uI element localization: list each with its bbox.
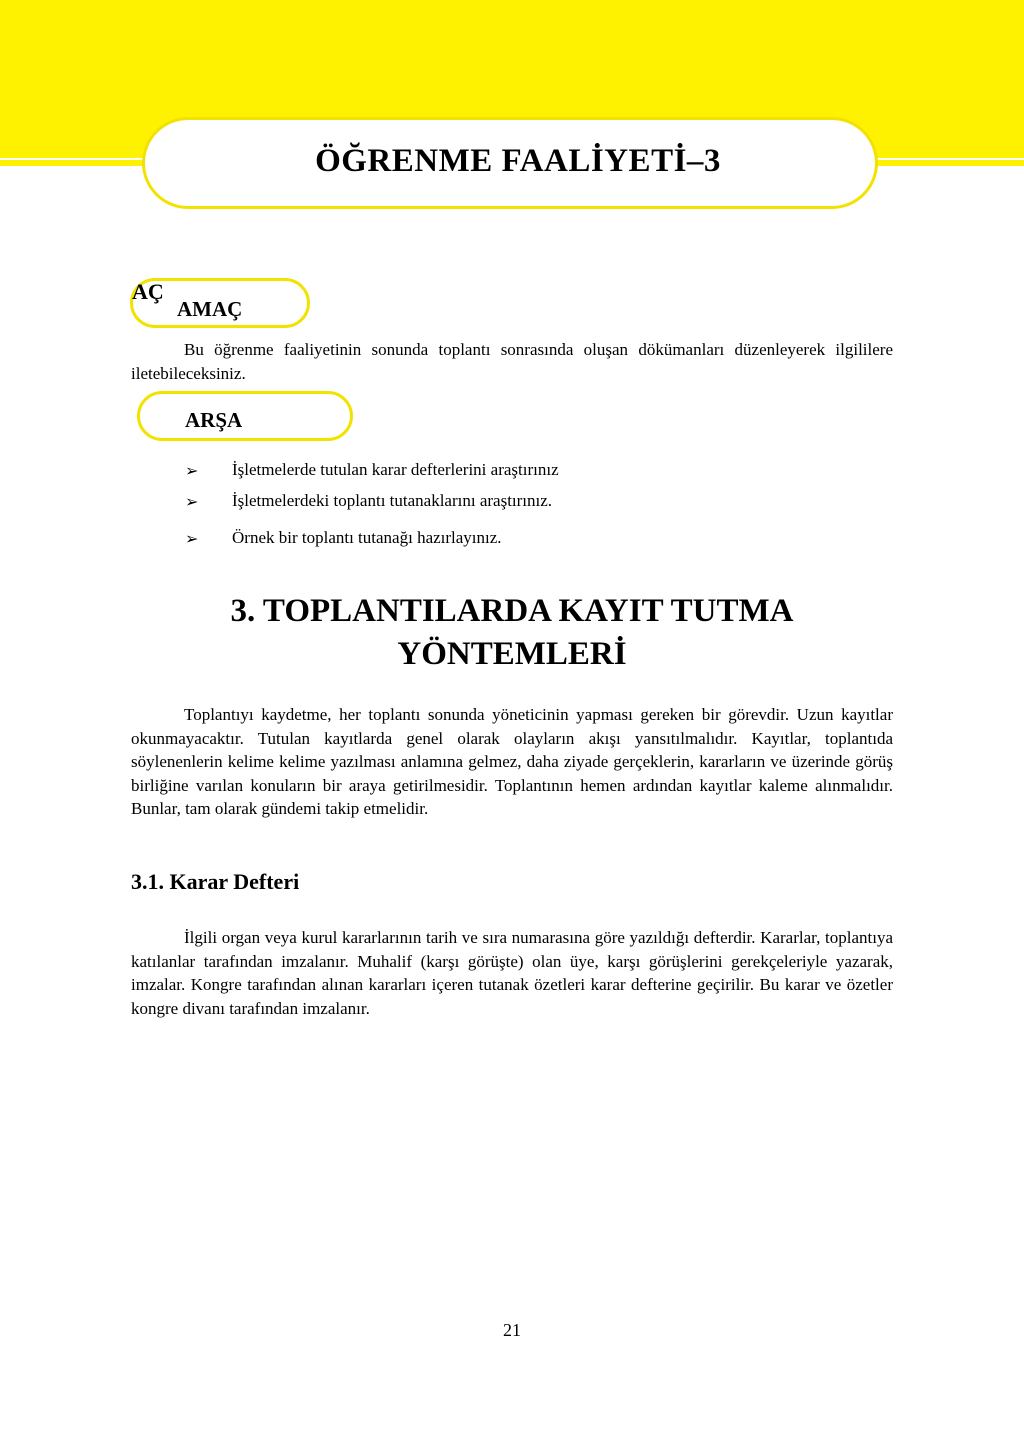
- header-stripe-right: [870, 160, 1024, 166]
- amac-label: AMAÇ: [177, 297, 243, 321]
- title-banner: [142, 117, 878, 209]
- list-item: ➢ İşletmelerdeki toplantı tutanaklarını araştırınız.: [185, 491, 553, 511]
- list-item: ➢ Örnek bir toplantı tutanağı hazırlayınız.: [185, 528, 502, 548]
- arastirma-label-box: [137, 391, 353, 441]
- page-title: ÖĞRENME FAALİYETİ–3: [315, 142, 721, 179]
- subsection-heading: 3.1. Karar Defteri: [131, 869, 300, 894]
- section-paragraph: Toplantıyı kaydetme, her toplantı sonunda yöneticinin yapması gereken bir görevdir. Uzun kayıtlar okunmayacaktır. Tutulan kayıtlarda genel olarak olayların akışı yansıtılmalıdır. Kayıtlar, toplantıda söylenenlerin kelime kelime yazılması anlamına gelmez, daha ziyade gerçeklerin, kararların ve üzerinde görüş birliğine varılan konuların bir araya getirilmesidir. Toplantının hemen ardından kayıtlar kaleme alınmalıdır. Bunlar, tam olarak gündemi takip etmelidir.: [131, 705, 893, 818]
- amac-small-label: AÇ: [132, 279, 164, 304]
- amac-text: Bu öğrenme faaliyetinin sonunda toplantı sonrasında oluşan dökümanları düzenleyerek ilgililere iletebileceksiniz.: [131, 340, 893, 383]
- arastirma-label: ARŞA: [185, 408, 243, 432]
- section-heading: 3. TOPLANTILARDA KAYIT TUTMA YÖNTEMLERİ: [230, 593, 794, 672]
- page-number: 21: [503, 1320, 521, 1340]
- arrowhead-bullet-icon: ➢: [185, 491, 199, 511]
- arrowhead-bullet-icon: ➢: [185, 528, 199, 548]
- list-item: ➢ İşletmelerde tutulan karar defterlerini araştırınız: [185, 460, 559, 480]
- subsection-paragraph: İlgili organ veya kurul kararlarının tarih ve sıra numarasına göre yazıldığı defterdir. Kararlar, toplantıya katılanlar tarafından imzalanır. Muhalif (karşı görüşte) olan üye, karşı görüşlerini gerekçeleriyle yazarak, imzalar. Kongre tarafından alınan kararları içeren tutanak özetleri karar defterine geçirilir. Bu karar ve özetler kongre divanı tarafından imzalanır.: [131, 928, 893, 1018]
- amac-label-box: [130, 278, 310, 328]
- arrowhead-bullet-icon: ➢: [185, 460, 199, 480]
